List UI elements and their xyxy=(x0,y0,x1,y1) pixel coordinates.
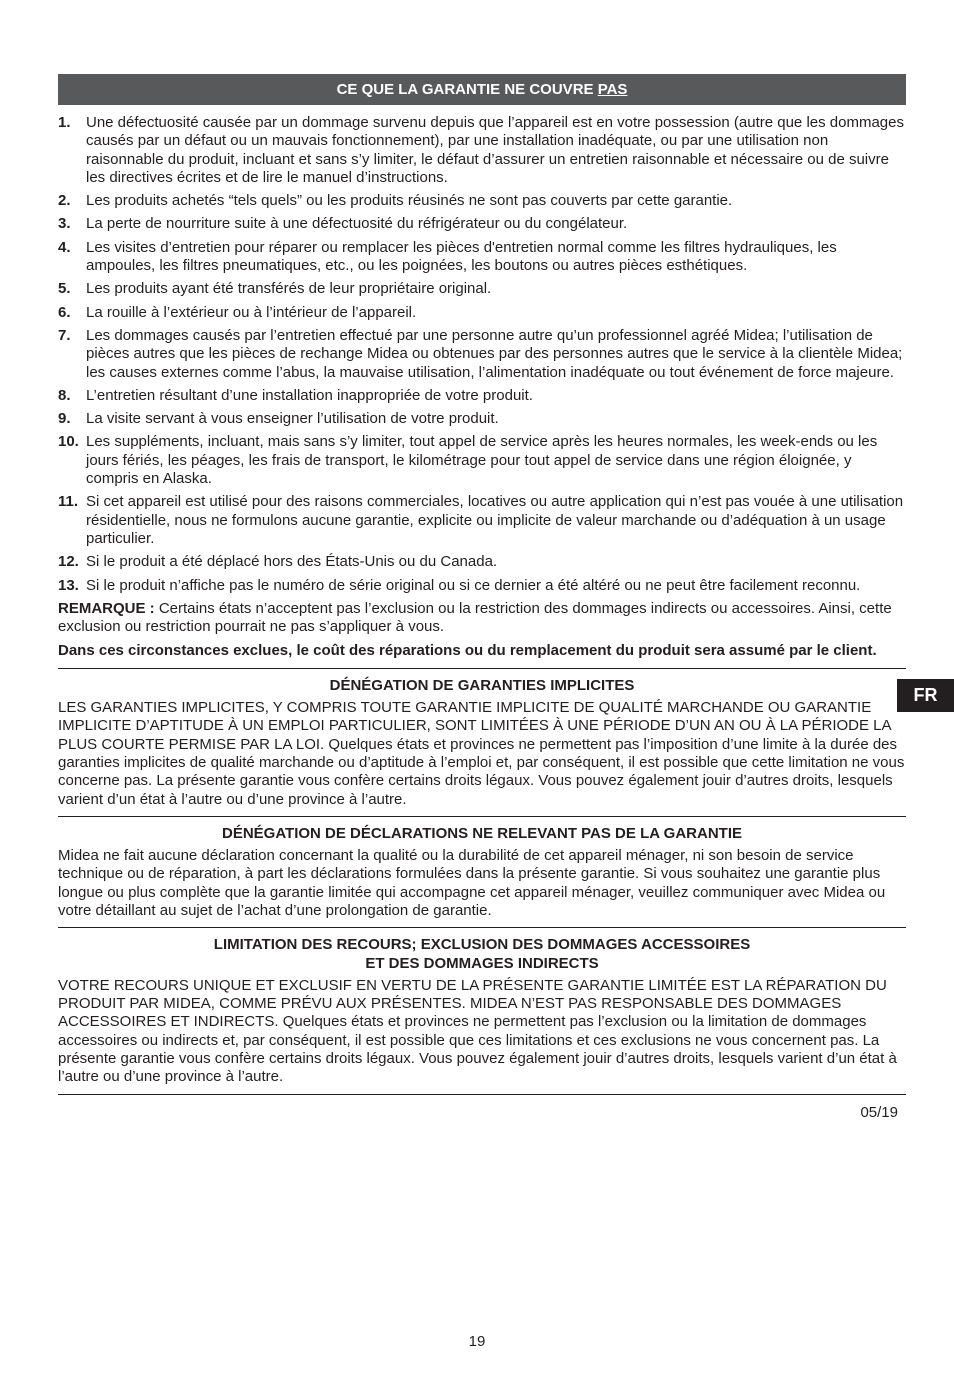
page-content xyxy=(58,74,906,1121)
list-item xyxy=(58,493,906,548)
list-item xyxy=(58,410,906,428)
item-text: Une défectuosité causée par un dommage survenu depuis que l’appareil est en votre possession (autre que les dommages causés par un défaut ou un mauvais fonctionnement), par une installation inadéquate, ou par une utilisation non raisonnable du produit, incluant et sans s’y limiter, le défaut d’assurer un entretien raisonnable et nécessaire ou de suivre les directives écrites et de lire le manuel d’instructions. xyxy=(86,114,904,186)
section-title-line-1: LIMITATION DES RECOURS; EXCLUSION DES DOMMAGES ACCESSOIRES xyxy=(213,936,751,954)
list-item xyxy=(58,215,906,233)
banner-title-underlined: PAS xyxy=(597,81,628,98)
section-body-representations: Midea ne fait aucune déclaration concernant la qualité ou la durabilité de cet appareil ménager, ni son besoin de service technique ou de réparation, à part les déclarations formulées dans la présente garantie. Si vous souhaitez une garantie plus longue ou plus complète que la garantie limitée qui accompagne cet appareil ménager, veuillez communiquer avec Midea ou votre détaillant au sujet de l’achat d’une prolongation de garantie. xyxy=(58,847,886,919)
item-number: 2. xyxy=(58,192,71,210)
section-title-representations: DÉNÉGATION DE DÉCLARATIONS NE RELEVANT PAS DE LA GARANTIE xyxy=(221,824,743,842)
language-tab: FR xyxy=(897,679,954,712)
list-item xyxy=(58,553,906,571)
item-text: Si le produit n’affiche pas le numéro de série original ou si ce dernier a été altéré ou ne peut être facilement reconnu. xyxy=(86,576,861,594)
item-text: Les visites d’entretien pour réparer ou remplacer les pièces d'entretien normal comme les filtres hydrauliques, les ampoules, les filtres pneumatiques, etc., ou les poignées, les boutons ou autres pièces esthétiques. xyxy=(86,238,837,275)
item-number: 1. xyxy=(58,114,71,131)
item-number: 9. xyxy=(58,410,71,428)
date-code: 05/19 xyxy=(860,1103,898,1121)
item-text: Si le produit a été déplacé hors des États-Unis ou du Canada. xyxy=(86,553,498,571)
item-number: 13. xyxy=(58,576,79,594)
section-body-implied-warranties: LES GARANTIES IMPLICITES, Y COMPRIS TOUTE GARANTIE IMPLICITE DE QUALITÉ MARCHANDE OU GARANTIE IMPLICITE D’APTITUDE À UN EMPLOI PARTICULIER, SONT LIMITÉES À UNE PÉRIODE D’UN AN OU À LA PÉRIODE LA PLUS COURTE PERMISE PAR LA LOI. Quelques états et provinces ne permettent pas l’imposition d’une limite à la durée des garanties implicites de qualité marchande ou d’aptitude à l’emploi et, par conséquent, il est possible que cette limitation ne vous concerne pas. La présente garantie vous confère certains droits légaux. Vous pouvez également jouir d’autres droits, lesquels varient d’un état à l’autre ou d’une province à l’autre. xyxy=(58,699,905,808)
list-item xyxy=(58,433,906,488)
page-number: 19 xyxy=(468,1333,486,1350)
remark-text: Certains états n’acceptent pas l’exclusion ou la restriction des dommages indirects ou accessoires. Ainsi, cette exclusion ou restriction pourrait ne pas s’appliquer à vous. xyxy=(58,599,892,636)
item-text: L’entretien résultant d’une installation inappropriée de votre produit. xyxy=(86,386,533,404)
divider xyxy=(58,668,906,669)
item-text: La perte de nourriture suite à une défectuosité du réfrigérateur ou du congélateur. xyxy=(86,215,628,233)
item-number: 5. xyxy=(58,280,71,298)
item-number: 7. xyxy=(58,326,71,344)
divider xyxy=(58,927,906,928)
exclusions-list xyxy=(58,114,906,595)
item-text: La rouille à l’extérieur ou à l’intérieur de l’appareil. xyxy=(86,303,417,321)
list-item xyxy=(58,114,906,187)
item-number: 12. xyxy=(58,553,79,571)
divider xyxy=(58,816,906,817)
item-text: Les produits achetés “tels quels” ou les produits réusinés ne sont pas couverts par cette garantie. xyxy=(86,192,733,210)
item-number: 4. xyxy=(58,238,71,256)
remark-label: REMARQUE : xyxy=(58,599,155,617)
item-text: La visite servant à vous enseigner l’utilisation de votre produit. xyxy=(86,410,499,428)
item-text: Les produits ayant été transférés de leur propriétaire original. xyxy=(86,280,492,298)
banner-title: CE QUE LA GARANTIE NE COUVRE xyxy=(336,81,598,98)
divider xyxy=(58,1094,906,1095)
list-item xyxy=(58,387,906,405)
item-number: 6. xyxy=(58,303,71,321)
list-item xyxy=(58,239,906,276)
list-item xyxy=(58,577,906,595)
item-text: Les suppléments, incluant, mais sans s’y limiter, tout appel de service après les heures normales, les week-ends ou les jours fériés, les péages, les frais de transport, le kilométrage pour tout appel de service dans une région éloignée, y compris en Alaska. xyxy=(86,433,878,488)
item-number: 8. xyxy=(58,386,71,404)
section-banner-not-covered xyxy=(58,74,906,105)
item-text: Si cet appareil est utilisé pour des raisons commerciales, locatives ou autre application qui n’est pas vouée à une utilisation résidentielle, nous ne formulons aucune garantie, explicite ou implicite de valeur marchande ou d’adéquation à un usage particulier. xyxy=(86,493,904,547)
list-item xyxy=(58,304,906,322)
excluded-costs-note: Dans ces circonstances exclues, le coût des réparations ou du remplacement du produit sera assumé par le client. xyxy=(58,642,877,660)
item-number: 3. xyxy=(58,215,71,233)
section-title-limitation-of-remedies xyxy=(58,936,906,973)
list-item xyxy=(58,327,906,382)
section-title-implied-warranties: DÉNÉGATION DE GARANTIES IMPLICITES xyxy=(329,676,635,694)
list-item xyxy=(58,192,906,210)
section-body-limitation-of-remedies: VOTRE RECOURS UNIQUE ET EXCLUSIF EN VERTU DE LA PRÉSENTE GARANTIE LIMITÉE EST LA RÉPARATION DU PRODUIT PAR MIDEA, COMME PRÉVU AUX PRÉSENTES. MIDEA N’EST PAS RESPONSABLE DES DOMMAGES ACCESSOIRES ET INDIRECTS. Quelques états et provinces ne permettent pas l’exclusion ou la limitation de dommages accessoires ou indirects et, par conséquent, il est possible que ces limitations et ces exclusions ne vous concernent pas. La présente garantie vous confère certains droits légaux. Vous pouvez également jouir d’autres droits, lesquels varient d’un état à l’autre ou d’une province à l’autre. xyxy=(58,976,897,1086)
item-text: Les dommages causés par l’entretien effectué par une personne autre qu’un professionnel agréé Midea; l’utilisation de pièces autres que les pièces de rechange Midea ou obtenues par des personnes autres que le service à la clientèle Midea; les causes externes comme l’abus, la mauvaise utilisation, l’alimentation inadéquate ou tout événement de force majeure. xyxy=(86,326,903,381)
remark-paragraph xyxy=(58,600,906,637)
section-title-line-2: ET DES DOMMAGES INDIRECTS xyxy=(365,954,599,972)
item-number: 10. xyxy=(58,433,79,451)
list-item xyxy=(58,280,906,298)
item-number: 11. xyxy=(58,493,79,511)
